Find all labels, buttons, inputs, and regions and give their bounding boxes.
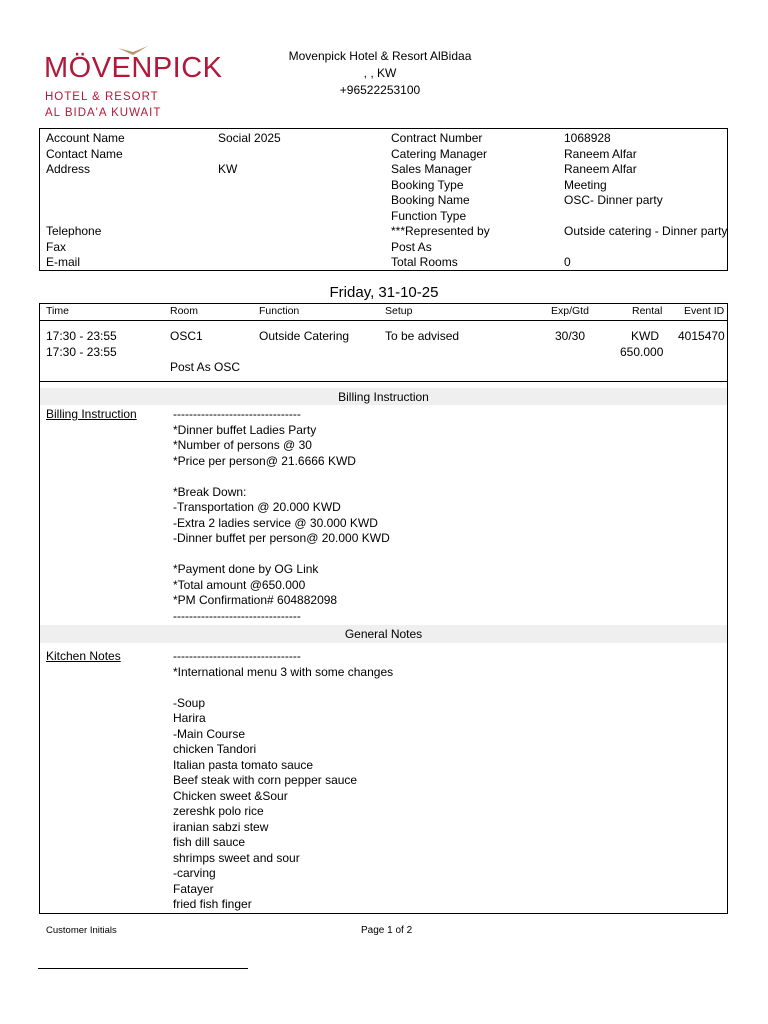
account-label: Telephone — [46, 224, 102, 238]
row-event-id: 4015470 — [678, 329, 725, 343]
account-label: Contact Name — [46, 146, 123, 161]
billing-line: *Price per person@ 21.6666 KWD — [173, 453, 356, 468]
account-label: Function Type — [391, 208, 467, 223]
kitchen-note-line: *International menu 3 with some changes — [173, 664, 394, 679]
hotel-address: , , KW — [363, 66, 397, 80]
kitchen-note-line: -------------------------------- — [173, 649, 301, 663]
header-divider — [40, 320, 727, 321]
kitchen-note-line: Chicken sweet &Sour — [173, 788, 288, 803]
logo-line2: AL BIDA'A KUWAIT — [45, 107, 162, 119]
account-label: E-mail — [46, 255, 81, 269]
account-label: Catering Manager — [391, 146, 488, 161]
row-exp: 30/30 — [555, 329, 586, 343]
header-time: Time — [46, 305, 69, 317]
account-value: Raneem Alfar — [564, 146, 637, 161]
row-time-end: 17:30 - 23:55 — [46, 345, 117, 359]
page-number: Page 1 of 2 — [361, 925, 413, 936]
kitchen-note-line: -carving — [173, 866, 216, 880]
header-setup: Setup — [385, 305, 413, 317]
kitchen-note-line: Harira — [173, 711, 206, 725]
account-label: Fax — [46, 239, 67, 254]
kitchen-note-line: fish dill sauce — [173, 835, 246, 849]
account-label: Contract Number — [391, 131, 483, 145]
billing-label: Billing Instruction — [46, 407, 137, 421]
account-value: Outside catering - Dinner party — [564, 224, 728, 238]
billing-band — [40, 388, 727, 405]
billing-line: -Transportation @ 20.000 KWD — [173, 500, 341, 514]
signature-line — [38, 968, 248, 969]
account-value: KW — [218, 162, 238, 176]
account-label: Post As — [391, 239, 432, 254]
kitchen-note-line: fried fish finger — [173, 897, 252, 911]
logo-line1: HOTEL & RESORT — [45, 91, 159, 103]
billing-line: -------------------------------- — [173, 407, 301, 421]
row-post-as: Post As OSC — [170, 360, 241, 374]
account-label: ***Represented by — [391, 224, 490, 238]
account-value: OSC- Dinner party — [564, 193, 663, 207]
customer-initials: Customer Initials — [46, 925, 117, 936]
billing-band-title: Billing Instruction — [338, 390, 429, 404]
billing-line: -------------------------------- — [173, 608, 301, 623]
billing-line: *Break Down: — [173, 484, 247, 499]
header-event-id: Event ID — [684, 305, 725, 317]
row-setup: To be advised — [385, 329, 460, 343]
kitchen-note-line: Beef steak with corn pepper sauce — [173, 773, 358, 787]
logo-brand: MÖVENPICK — [44, 52, 223, 84]
billing-line: *Total amount @650.000 — [173, 577, 306, 592]
row-function: Outside Catering — [259, 329, 350, 343]
billing-line: *Dinner buffet Ladies Party — [173, 422, 317, 437]
account-value: Social 2025 — [218, 131, 281, 145]
row-rental-currency: KWD — [631, 329, 659, 343]
account-value: 0 — [564, 255, 571, 269]
kitchen-note-line: chicken Tandori — [173, 742, 257, 756]
kitchen-note-line: -Soup — [173, 695, 206, 710]
date-heading: Friday, 31-10-25 — [329, 284, 439, 301]
header-exp: Exp/Gtd — [551, 305, 589, 317]
event-box — [39, 303, 728, 914]
billing-line: -Extra 2 ladies service @ 30.000 KWD — [173, 515, 378, 530]
kitchen-note-line: Italian pasta tomato sauce — [173, 757, 314, 772]
header-function: Function — [259, 305, 300, 317]
row-rental-amount: 650.000 — [620, 345, 664, 359]
general-band-title: General Notes — [344, 627, 423, 641]
account-value: 1068928 — [564, 131, 611, 145]
account-label: Account Name — [46, 131, 125, 145]
kitchen-note-line: iranian sabzi stew — [173, 819, 269, 834]
account-value: Meeting — [564, 177, 607, 192]
account-label: Booking Type — [391, 177, 464, 192]
row-divider — [40, 381, 727, 382]
account-value: Raneem Alfar — [564, 162, 637, 176]
hotel-phone: +96522253100 — [339, 83, 421, 97]
billing-line: *PM Confirmation# 604882098 — [173, 593, 338, 607]
kitchen-note-line: Fatayer — [173, 881, 214, 896]
kitchen-note-line: zereshk polo rice — [173, 804, 264, 818]
kitchen-note-line: -Main Course — [173, 726, 246, 741]
kitchen-note-line: shrimps sweet and sour — [173, 850, 300, 865]
row-time-start: 17:30 - 23:55 — [46, 329, 117, 343]
account-box — [39, 128, 728, 271]
account-label: Booking Name — [391, 193, 470, 207]
kitchen-notes-label: Kitchen Notes — [46, 649, 121, 663]
header-room: Room — [170, 305, 199, 317]
hotel-name: Movenpick Hotel & Resort AlBidaa — [288, 49, 472, 63]
billing-line: -Dinner buffet per person@ 20.000 KWD — [173, 531, 390, 545]
billing-line: *Payment done by OG Link — [173, 562, 319, 576]
billing-line: *Number of persons @ 30 — [173, 438, 312, 452]
account-label: Total Rooms — [391, 255, 458, 269]
general-band — [40, 625, 727, 643]
row-room: OSC1 — [170, 329, 203, 343]
account-label: Address — [46, 162, 91, 176]
header-rental: Rental — [632, 305, 663, 317]
account-label: Sales Manager — [391, 162, 472, 176]
